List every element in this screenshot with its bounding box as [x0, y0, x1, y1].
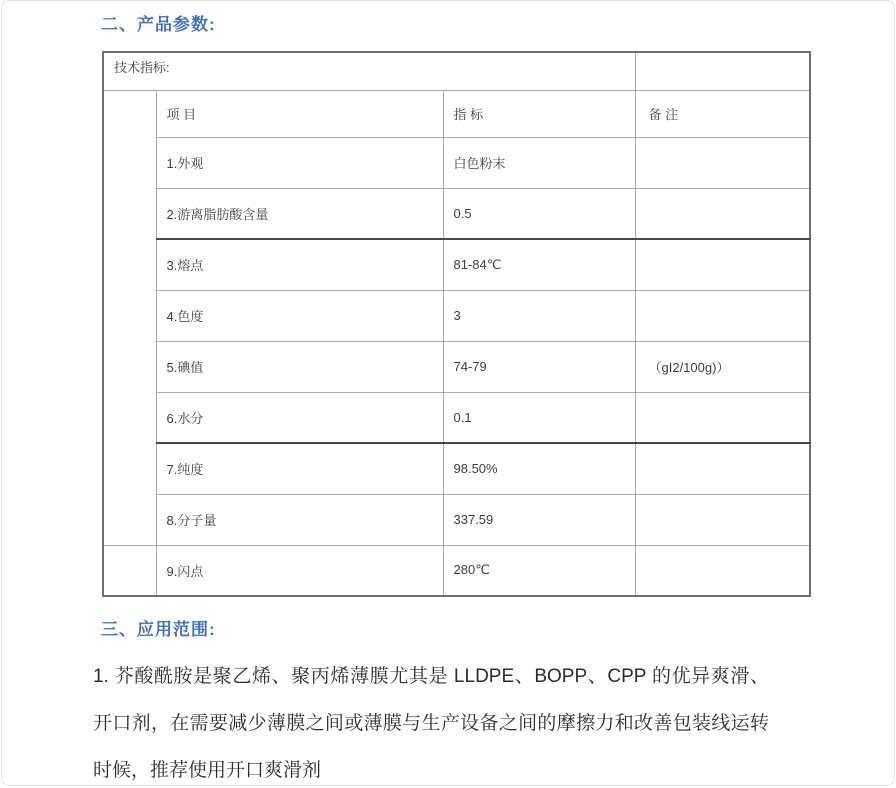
note-cell	[635, 137, 810, 188]
section-heading-application-scope: 三、应用范围:	[101, 620, 216, 639]
column-header-item: 项 目	[156, 90, 443, 137]
spec-cell: 98.50%	[443, 443, 635, 494]
table-stub-column	[103, 90, 156, 545]
item-cell: 5.碘值	[156, 341, 443, 392]
note-cell	[635, 188, 810, 239]
item-cell: 9.闪点	[156, 545, 443, 596]
spec-cell: 0.1	[443, 392, 635, 443]
spec-cell: 0.5	[443, 188, 635, 239]
note-cell	[635, 239, 810, 290]
item-cell: 2.游离脂肪酸含量	[156, 188, 443, 239]
table-caption-empty-cell	[635, 52, 810, 90]
note-cell	[635, 392, 810, 443]
item-cell: 4.色度	[156, 290, 443, 341]
spec-cell: 280℃	[443, 545, 635, 596]
section-heading-product-parameters: 二、产品参数:	[101, 15, 216, 34]
table-row	[103, 188, 810, 239]
column-header-note: 备 注	[635, 90, 810, 137]
spec-cell: 81-84℃	[443, 239, 635, 290]
table-row	[103, 392, 810, 443]
table-row	[103, 494, 810, 545]
note-cell	[635, 290, 810, 341]
item-cell: 7.纯度	[156, 443, 443, 494]
spec-cell: 白色粉末	[443, 137, 635, 188]
table-row	[103, 545, 810, 596]
spec-cell: 3	[443, 290, 635, 341]
table-stub-cell	[103, 545, 156, 596]
note-cell	[635, 443, 810, 494]
table-caption-cell: 技术指标:	[103, 52, 635, 90]
table-row	[103, 239, 810, 290]
table-row	[103, 137, 810, 188]
document-page	[1, 0, 895, 786]
table-row	[103, 443, 810, 494]
item-cell: 3.熔点	[156, 239, 443, 290]
table-caption-row	[103, 52, 810, 90]
table-row	[103, 290, 810, 341]
item-cell: 6.水分	[156, 392, 443, 443]
spec-cell: 337.59	[443, 494, 635, 545]
spec-cell: 74-79	[443, 341, 635, 392]
table-row	[103, 341, 810, 392]
note-cell: （gI2/100g)）	[635, 341, 810, 392]
note-cell	[635, 545, 810, 596]
item-cell: 8.分子量	[156, 494, 443, 545]
table-header-row	[103, 90, 810, 137]
note-cell	[635, 494, 810, 545]
column-header-spec: 指 标	[443, 90, 635, 137]
item-cell: 1.外观	[156, 137, 443, 188]
product-parameters-table	[102, 51, 811, 597]
application-scope-paragraph: 1. 芥酸酰胺是聚乙烯、聚丙烯薄膜尤其是 LLDPE、BOPP、CPP 的优异爽滑、开口剂，在需要减少薄膜之间或薄膜与生产设备之间的摩擦力和改善包装线运转时候，推荐使用开口爽滑剂	[93, 666, 769, 781]
